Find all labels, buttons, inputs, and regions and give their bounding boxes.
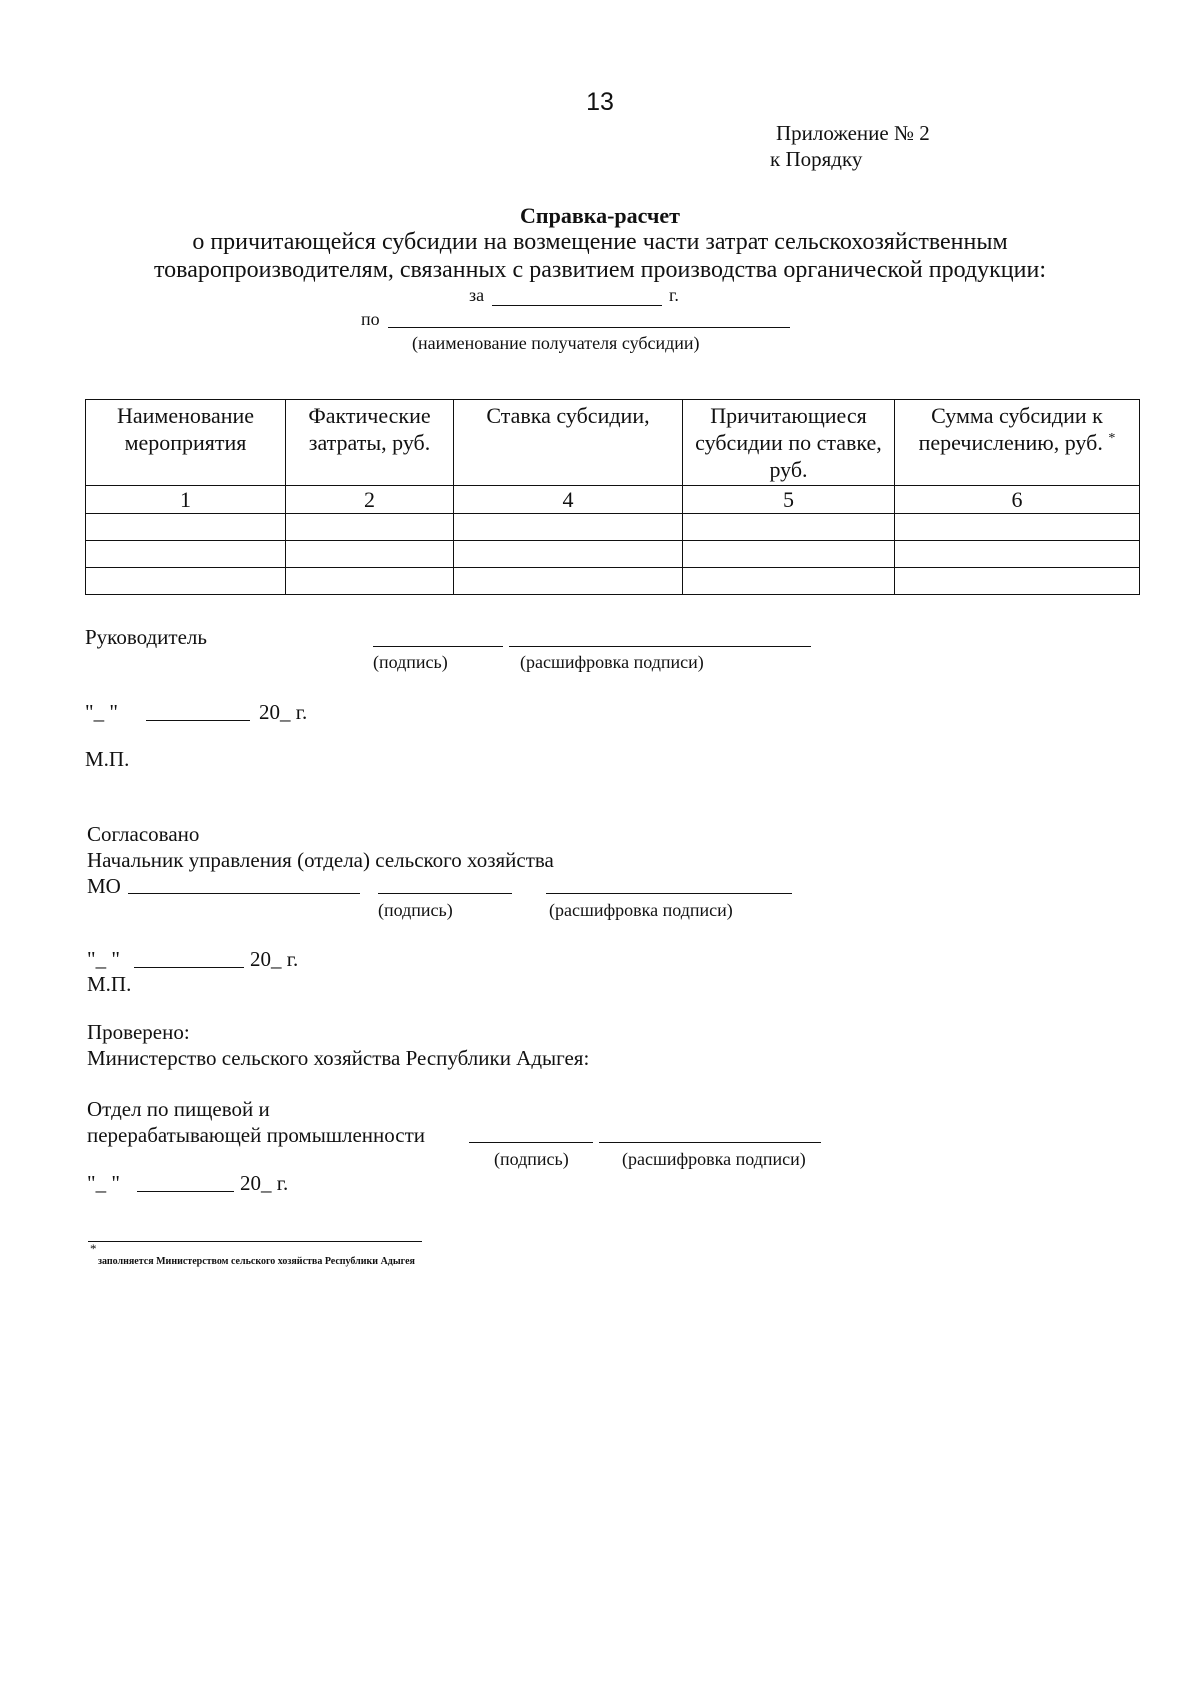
page-number: 13: [586, 88, 614, 116]
table-cell[interactable]: [286, 514, 454, 541]
table-cell[interactable]: [454, 541, 683, 568]
table-row: [86, 541, 1140, 568]
header-due-subsidy: Причитающиеся субсидии по ставке, руб.: [683, 400, 895, 486]
document-subtitle-line-2: товаропроизводителям, связанных с развитием производства органической продукции:: [154, 257, 1046, 283]
column-number-row: [86, 486, 1140, 514]
head-date-quote: "_ ": [85, 700, 118, 724]
table-cell[interactable]: [86, 568, 286, 595]
checked-date-quote: "_ ": [87, 1171, 120, 1195]
head-decode-caption: (расшифровка подписи): [520, 652, 704, 672]
table-cell[interactable]: [683, 568, 895, 595]
table-cell[interactable]: [454, 514, 683, 541]
agreed-position: Начальник управления (отдела) сельского хозяйства: [87, 848, 554, 872]
head-date-line[interactable]: [146, 720, 250, 721]
checked-signature-line[interactable]: [469, 1142, 593, 1143]
head-decode-line[interactable]: [509, 646, 811, 647]
agreed-signature-line[interactable]: [378, 893, 512, 894]
column-number: 2: [286, 486, 454, 514]
table-row: [86, 568, 1140, 595]
column-number: 4: [454, 486, 683, 514]
header-event-name: Наименование мероприятия: [86, 400, 286, 486]
head-stamp: М.П.: [85, 747, 130, 771]
footnote-text: заполняется Министерством сельского хозяйства Республики Адыгея: [98, 1256, 415, 1267]
table-cell[interactable]: [683, 541, 895, 568]
table-cell[interactable]: [286, 541, 454, 568]
footnote-separator: [88, 1241, 422, 1242]
agreed-decode-caption: (расшифровка подписи): [549, 900, 733, 920]
period-input-line[interactable]: [492, 305, 662, 306]
table-cell[interactable]: [86, 514, 286, 541]
agreed-label: Согласовано: [87, 822, 200, 846]
checked-date-line[interactable]: [137, 1191, 234, 1192]
appendix-label: Приложение № 2: [776, 121, 930, 145]
column-number: 1: [86, 486, 286, 514]
head-signature-line[interactable]: [373, 646, 503, 647]
recipient-caption: (наименование получателя субсидии): [412, 333, 700, 353]
agreed-mo-line[interactable]: [128, 893, 360, 894]
table-cell[interactable]: [895, 541, 1140, 568]
head-signature-caption: (подпись): [373, 652, 448, 672]
checked-label: Проверено:: [87, 1020, 190, 1044]
table-cell[interactable]: [895, 568, 1140, 595]
agreed-mo-label: МО: [87, 874, 121, 898]
recipient-prefix: по: [361, 309, 380, 329]
document-title: Справка-расчет: [520, 203, 680, 228]
head-date-year: 20_ г.: [259, 700, 308, 724]
checked-department-line-1: Отдел по пищевой и: [87, 1097, 270, 1121]
agreed-signature-caption: (подпись): [378, 900, 453, 920]
header-transfer-amount: Сумма субсидии к перечислению, руб. *: [895, 400, 1140, 486]
checked-signature-caption: (подпись): [494, 1149, 569, 1169]
column-number: 5: [683, 486, 895, 514]
period-suffix: г.: [669, 285, 679, 305]
header-subsidy-rate: Ставка субсидии,: [454, 400, 683, 486]
table-header-row: [86, 400, 1140, 486]
table-cell[interactable]: [286, 568, 454, 595]
checked-decode-line[interactable]: [599, 1142, 821, 1143]
checked-ministry: Министерство сельского хозяйства Республики Адыгея:: [87, 1046, 590, 1070]
order-reference: к Порядку: [770, 147, 863, 171]
table-cell[interactable]: [683, 514, 895, 541]
checked-department-line-2: перерабатывающей промышленности: [87, 1123, 426, 1147]
subsidy-table: [85, 399, 1140, 595]
head-label: Руководитель: [85, 625, 207, 649]
document-subtitle-line-1: о причитающейся субсидии на возмещение части затрат сельскохозяйственным: [192, 229, 1008, 255]
table-cell[interactable]: [86, 541, 286, 568]
column-number: 6: [895, 486, 1140, 514]
table-row: [86, 514, 1140, 541]
footnote-marker: *: [1108, 431, 1116, 446]
agreed-stamp: М.П.: [87, 972, 132, 996]
checked-date-year: 20_ г.: [240, 1171, 289, 1195]
agreed-date-year: 20_ г.: [250, 947, 299, 971]
agreed-decode-line[interactable]: [546, 893, 792, 894]
table-cell[interactable]: [454, 568, 683, 595]
table-cell[interactable]: [895, 514, 1140, 541]
agreed-date-quote: "_ ": [87, 947, 120, 971]
footnote-mark: *: [90, 1241, 97, 1256]
recipient-input-line[interactable]: [388, 327, 790, 328]
period-prefix: за: [469, 285, 485, 305]
agreed-date-line[interactable]: [134, 967, 244, 968]
checked-decode-caption: (расшифровка подписи): [622, 1149, 806, 1169]
header-actual-costs: Фактические затраты, руб.: [286, 400, 454, 486]
